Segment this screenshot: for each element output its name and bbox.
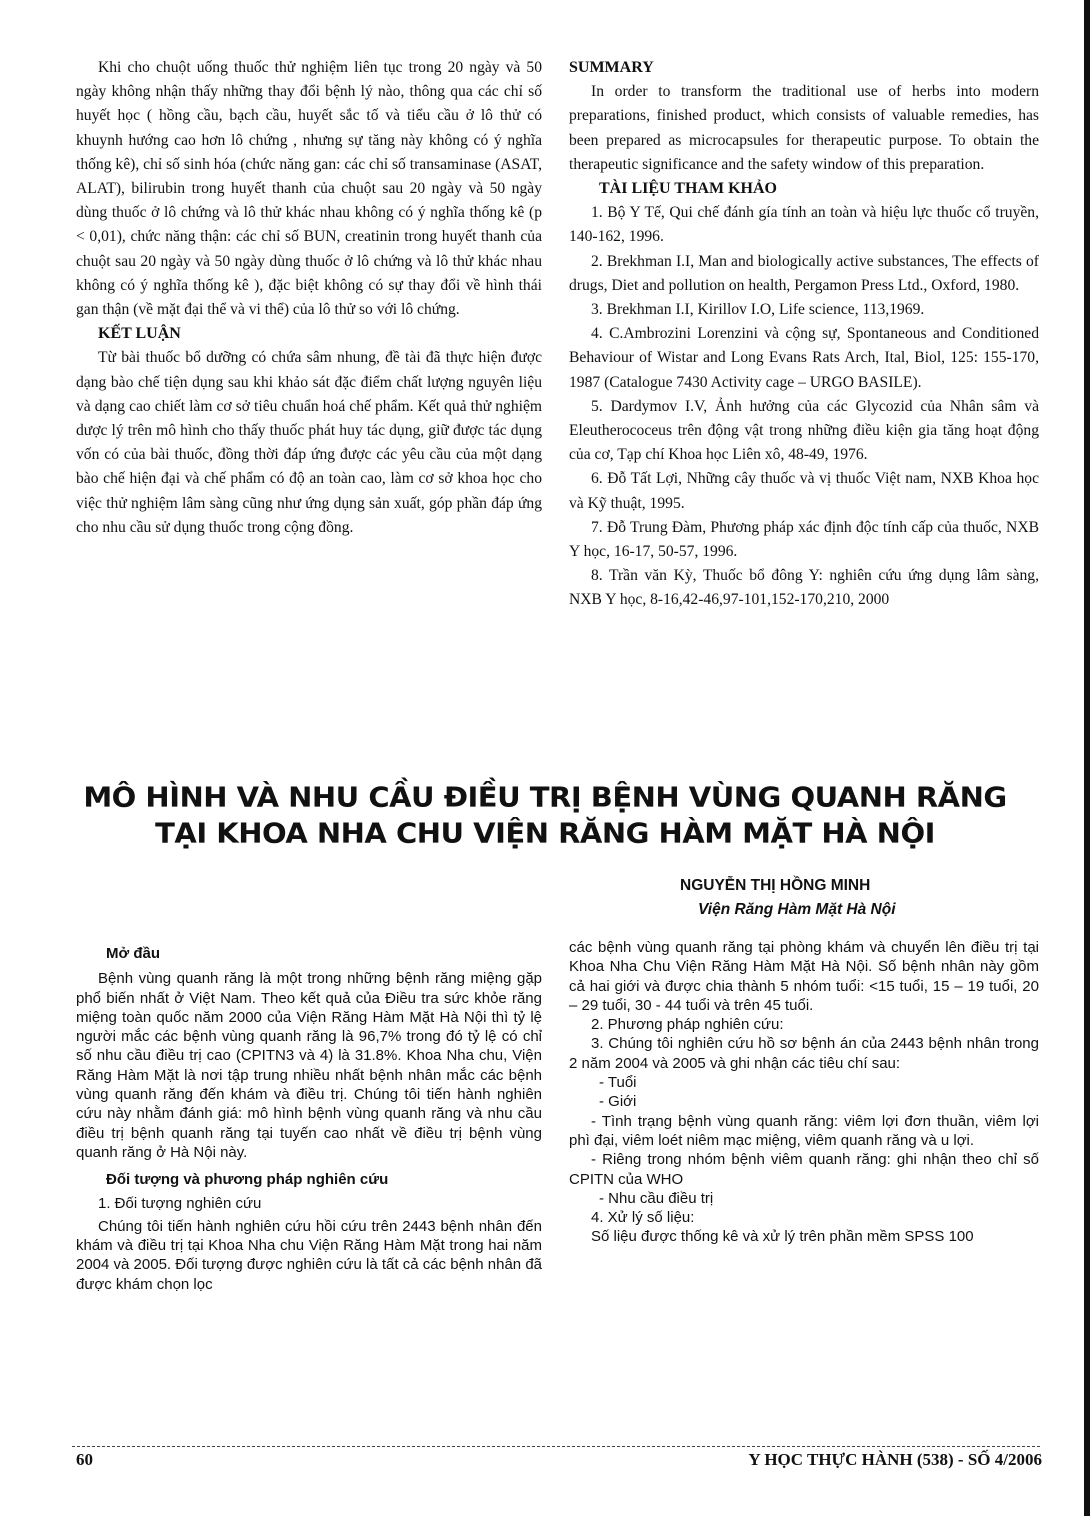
summary-paragraph: In order to transform the traditional use of herbs into modern preparations, finished product, which consists of valuable remedies, has been prepared as microcapsules for therapeutic purpose. To obtain the therapeutic significance and the safety window of this preparation.	[569, 83, 1039, 173]
criterion-sex: - Giới	[599, 1093, 637, 1111]
subjects-paragraph: Chúng tôi tiến hành nghiên cứu hồi cứu trên 2443 bệnh nhân đến khám và điều trị tại Khoa Nha chu Viện Răng Hàm Mặt trong hai năm 2004 và 2005. Đối tượng được nghiên cứu là tất cả các bệnh nhân đã được khám chọn lọc	[76, 1217, 542, 1293]
top-left-column	[76, 56, 542, 540]
methods-item-4: 4. Xử lý số liệu:	[591, 1209, 695, 1227]
summary-heading: SUMMARY	[569, 59, 654, 76]
reference-item: 3. Brekhman I.I, Kirillov I.O, Life science, 113,1969.	[591, 301, 925, 319]
references-heading: TÀI LIỆU THAM KHẢO	[599, 180, 777, 198]
conclusion-paragraph: Từ bài thuốc bổ dưỡng có chứa sâm nhung, đề tài đã thực hiện được dạng bào chế tiện dụng sau khi khảo sát đặc điểm chất lượng nguyên liệu và dạng cao chiết làm cơ sở tiêu chuẩn hoá chế phẩm. Kết quả thử nghiệm dược lý trên mô hình cho thấy thuốc phát huy tác dụng, giữ được tác dụng vốn có của bài thuốc, đồng thời đáp ứng được các yêu cầu của một dạng bào chế hiện đại và chế phẩm có độ an toàn cao, làm cơ sở khoa học cho việc thử nghiệm lâm sàng cũng như ứng dụng sản xuất, góp phần đáp ứng cho nhu cầu sử dụng thuốc trong cộng đồng.	[76, 349, 542, 536]
reference-item: 5. Dardymov I.V, Ảnh hưởng của các Glycozid của Nhân sâm và Eleutherococeus trên động vật trong những điều kiện gia tăng hoạt động của cơ, Tạp chí Khoa học Liên xô, 48-49, 1976.	[569, 397, 1039, 464]
methods-item-2: 2. Phương pháp nghiên cứu:	[591, 1016, 784, 1034]
subjects-subheading: 1. Đối tượng nghiên cứu	[98, 1194, 262, 1212]
criterion-age: - Tuổi	[599, 1074, 637, 1092]
bottom-left-column	[76, 938, 542, 1294]
title-line-1: MÔ HÌNH VÀ NHU CẦU ĐIỀU TRỊ BỆNH VÙNG QUANH RĂNG	[83, 780, 1007, 814]
methods-item-3: 3. Chúng tôi nghiên cứu hồ sơ bệnh án của 2443 bệnh nhân trong 2 năm 2004 và 2005 và ghi nhận các tiêu chí sau:	[569, 1035, 1039, 1072]
intro-paragraph: Bệnh vùng quanh răng là một trong những bệnh răng miệng gặp phổ biến nhất ở Việt Nam. Theo kết quả của Điều tra sức khỏe răng miệng toàn quốc năm 2000 của Viện Răng Hàm Mặt Hà Nội thì tỷ lệ người mắc các bệnh vùng quanh răng là 96,7% trong đó tỷ lệ có chỉ số nhu cầu điều trị cao (CPITN3 và 4) là 31.8%. Khoa Nha chu, Viện Răng Hàm Mặt là nơi tập trung nhiều nhất bệnh nhân mắc các bệnh vùng quanh răng đến khám và điều trị. Chúng tôi tiến hành nghiên cứu này nhằm đánh giá: mô hình bệnh vùng quanh răng và nhu cầu điều trị bệnh quanh răng tại tuyến cao nhất về điều trị bệnh vùng quanh răng ở Hà Nội này.	[76, 970, 542, 1161]
reference-item: 8. Trần văn Kỳ, Thuốc bổ đông Y: nghiên cứu ứng dụng lâm sàng, NXB Y học, 8-16,42-46,97-101,152-170,210, 2000	[569, 567, 1039, 609]
author-block	[680, 874, 896, 922]
article-title	[0, 779, 1090, 851]
results-paragraph: Khi cho chuột uống thuốc thử nghiệm liên tục trong 20 ngày và 50 ngày không nhận thấy những thay đổi bệnh lý nào, thông qua các chỉ số huyết học ( hồng cầu, bạch cầu, huyết sắc tố và tiểu cầu ở lô thử có khuynh hướng cao hơn lô chứng , nhưng sự tăng này không có ý nghĩa thống kê), chỉ số sinh hóa (chức năng gan: các chỉ số transaminase (ASAT, ALAT), bilirubin trong huyết thanh của chuột sau 20 ngày và 50 ngày dùng thuốc ở lô chứng và lô thử khác nhau không có ý nghĩa thống kê (p < 0,01), chức năng thận: các chỉ số BUN, creatinin trong huyết thanh của chuột sau 20 ngày và 50 ngày dùng thuốc ở lô chứng và lô thử khác nhau không có ý nghĩa thống kê ), đặc biệt không có sự thay đổi về hình thái gan thận (về mặt đại thể và vi thể) của lô thử so với lô chứng.	[76, 59, 542, 319]
intro-heading: Mở đầu	[106, 945, 160, 962]
conclusion-heading: KẾT LUẬN	[98, 325, 181, 343]
criterion-cpitn: - Riêng trong nhóm bệnh viêm quanh răng: ghi nhận theo chỉ số CPITN của WHO	[569, 1151, 1039, 1188]
bottom-right-column	[569, 938, 1039, 1247]
data-processing-paragraph: Số liệu được thống kê và xử lý trên phần mềm SPSS 100	[591, 1228, 974, 1246]
criterion-disease-status: - Tình trạng bệnh vùng quanh răng: viêm lợi đơn thuần, viêm lợi phì đại, viêm loét niêm mạc miệng, viêm quanh răng và u lợi.	[569, 1112, 1039, 1149]
criterion-treatment-need: - Nhu cầu điều trị	[599, 1189, 714, 1207]
reference-item: 1. Bộ Y Tế, Qui chế đánh gía tính an toàn và hiệu lực thuốc cổ truyền, 140-162, 1996.	[569, 204, 1039, 246]
journal-name: Y HỌC THỰC HÀNH (538) - SỐ 4/2006	[748, 1450, 1042, 1469]
top-right-column	[569, 56, 1039, 613]
title-line-2: TẠI KHOA NHA CHU VIỆN RĂNG HÀM MẶT HÀ NỘI	[155, 816, 935, 850]
subjects-continued: các bệnh vùng quanh răng tại phòng khám và chuyển lên điều trị tại Khoa Nha Chu Viện Răng Hàm Mặt Hà Nội. Số bệnh nhân này gồm cả hai giới và được chia thành 5 nhóm tuổi: <15 tuổi, 15 – 19 tuổi, 20 – 29 tuổi, 30 - 44 tuổi và trên 45 tuổi.	[569, 939, 1039, 1014]
reference-item: 6. Đỗ Tất Lợi, Những cây thuốc và vị thuốc Việt nam, NXB Khoa học và Kỹ thuật, 1995.	[569, 470, 1039, 512]
page-number: 60	[76, 1450, 93, 1469]
reference-item: 4. C.Ambrozini Lorenzini và cộng sự, Spontaneous and Conditioned Behaviour of Wistar and Long Evans Rats Arch, Ital, Biol, 125: 155-170, 1987 (Catalogue 7430 Activity cage – URGO BASILE).	[569, 325, 1039, 391]
author-name: NGUYỄN THỊ HỒNG MINH	[680, 877, 871, 894]
author-affiliation: Viện Răng Hàm Mặt Hà Nội	[698, 901, 896, 918]
reference-item: 2. Brekhman I.I, Man and biologically active substances, The effects of drugs, Diet and pollution on health, Pergamon Press Ltd., Oxford, 1980.	[569, 252, 1039, 294]
scan-edge	[1084, 0, 1090, 1516]
footer-rule	[72, 1446, 1040, 1448]
reference-item: 7. Đỗ Trung Đàm, Phương pháp xác định độc tính cấp của thuốc, NXB Y học, 16-17, 50-57, 1996.	[569, 518, 1039, 561]
methods-heading: Đối tượng và phương pháp nghiên cứu	[106, 1171, 389, 1189]
